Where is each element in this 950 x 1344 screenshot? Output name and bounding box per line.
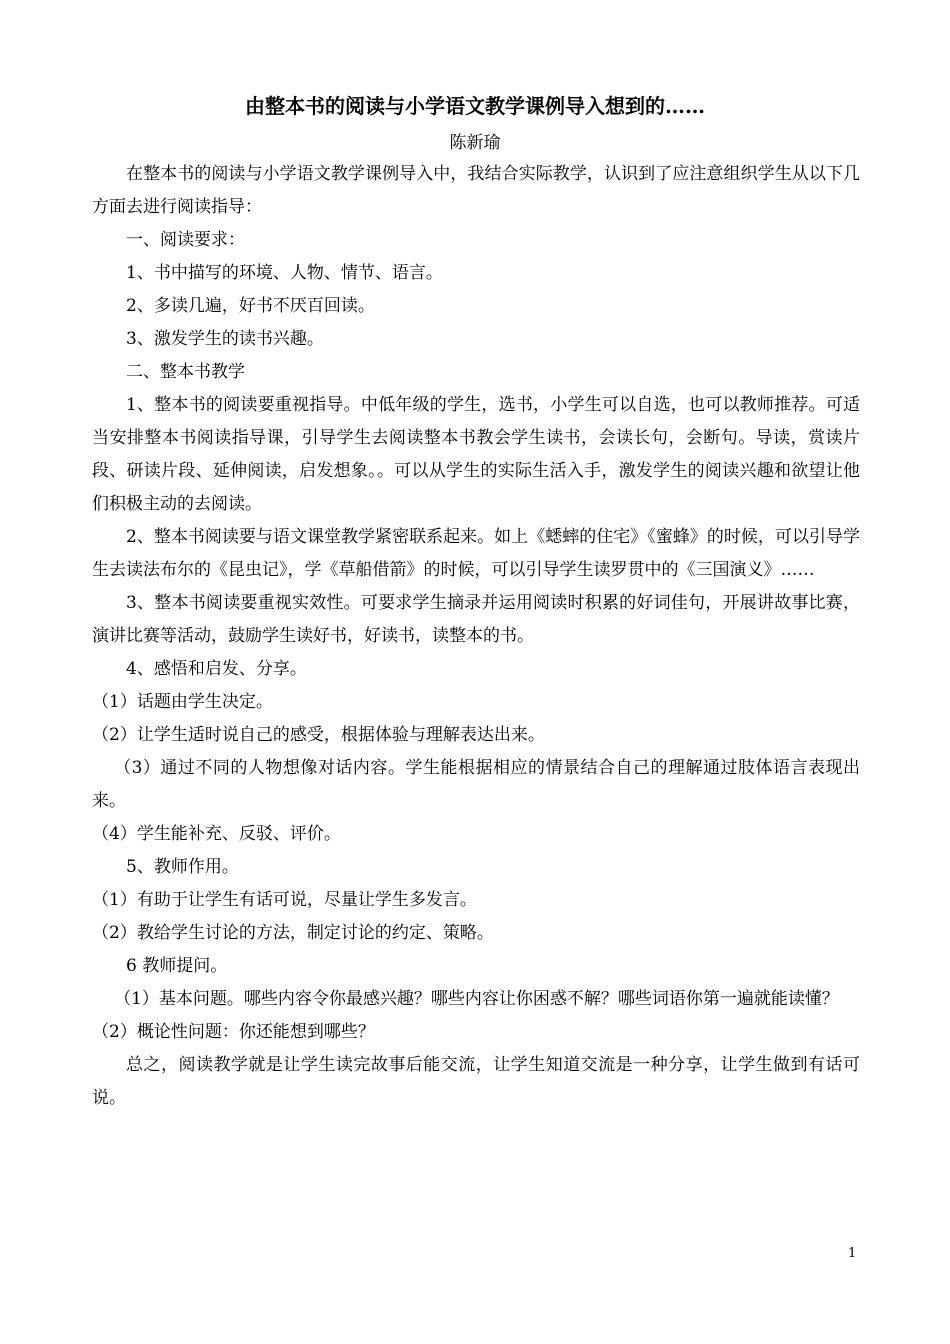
list-item: 2、多读几遍，好书不厌百回读。 <box>126 296 375 316</box>
sub-list-item: （3）通过不同的人物想像对话内容。学生能根据相应的情景结合自己的理解通过肢体语言表现出来。 <box>92 758 860 811</box>
intro-paragraph: 在整本书的阅读与小学语文教学课例导入中，我结合实际教学，认识到了应注意组织学生从以下几方面去进行阅读指导： <box>92 164 860 217</box>
sub-list-item: （4）学生能补充、反驳、评价。 <box>92 824 341 844</box>
page-number: 1 <box>848 1246 857 1261</box>
sub-list-item: （1）有助于让学生有话可说，尽量让学生多发言。 <box>92 890 477 910</box>
paragraph: 4、感悟和启发、分享。 <box>126 659 307 679</box>
sub-list-item: （2）概论性问题：你还能想到哪些？ <box>92 1022 375 1042</box>
paragraph: 2、整本书阅读要与语文课堂教学紧密联系起来。如上《蟋蟀的住宅》《蜜蜂》的时候，可以引导学生去读法布尔的《昆虫记》，学《草船借箭》的时候，可以引导学生读罗贯中的《三国演义》…… <box>92 527 860 580</box>
conclusion-paragraph: 总之，阅读教学就是让学生读完故事后能交流，让学生知道交流是一种分享，让学生做到有话可说。 <box>92 1055 860 1108</box>
document-title: 由整本书的阅读与小学语文教学课例导入想到的…… <box>245 94 705 118</box>
section-heading-reading-requirements: 一、阅读要求： <box>126 230 245 250</box>
paragraph: 1、整本书的阅读要重视指导。中低年级的学生，选书，小学生可以自选，也可以教师推荐。可适当安排整本书阅读指导课，引导学生去阅读整本书教会学生读书，会读长句，会断句。导读，赏读片段、研读片段、延伸阅读，启发想象。。可以从学生的实际生活入手，激发学生的阅读兴趣和欲望让他们积极主动的去阅读。 <box>92 395 860 514</box>
paragraph: 5、教师作用。 <box>126 857 239 877</box>
sub-list-item: （2）教给学生讨论的方法，制定讨论的约定、策略。 <box>92 923 494 943</box>
document-body <box>92 158 860 1115</box>
sub-list-item: （1）基本问题。哪些内容令你最感兴趣？哪些内容让你困惑不解？哪些词语你第一遍就能读懂？ <box>114 989 839 1009</box>
list-item: 1、书中描写的环境、人物、情节、语言。 <box>126 263 443 283</box>
document-author: 陈新瑜 <box>449 133 501 153</box>
paragraph: 6 教师提问。 <box>126 956 228 976</box>
sub-list-item: （1）话题由学生决定。 <box>92 692 273 712</box>
paragraph: 3、整本书阅读要重视实效性。可要求学生摘录并运用阅读时积累的好词佳句，开展讲故事比赛，演讲比赛等活动，鼓励学生读好书，好读书，读整本的书。 <box>92 593 860 646</box>
section-heading-whole-book-teaching: 二、整本书教学 <box>126 362 245 382</box>
list-item: 3、激发学生的读书兴趣。 <box>126 329 324 349</box>
sub-list-item: （2）让学生适时说自己的感受，根据体验与理解表达出来。 <box>92 725 545 745</box>
